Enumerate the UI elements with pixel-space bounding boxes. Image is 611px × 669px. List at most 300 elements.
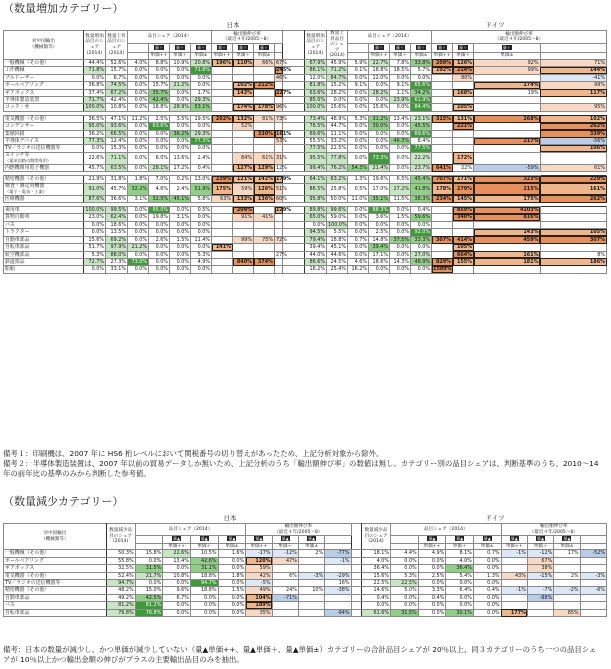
row-label-text: 精密機器（その他） [5,176,50,183]
jp-value: 6.0% [149,152,170,164]
tag-header [540,44,606,52]
de-value: 22.2% [411,152,432,164]
de-value [432,244,453,251]
jp-value [254,67,275,74]
jp-value: 18.8% [190,587,218,594]
de-value [540,97,606,104]
jp-value: 62.4% [106,214,128,221]
table-row [4,214,607,221]
jp-value: 204% [233,207,254,214]
jp-value: 126% [254,183,275,195]
jp-value: 0.0% [170,74,191,81]
tag-header [233,44,254,52]
de-value: 59.0% [327,214,348,221]
jp-value: 6.7% [163,594,191,601]
jp-value: 63% [212,195,233,202]
jp-value: 0.0% [84,229,106,236]
tag-label: 量＋ [239,44,248,50]
jp-value: -1% [325,557,351,564]
table-row [4,145,607,152]
de-value: 217% [474,138,540,145]
jp-value: 0.4% [191,164,212,171]
de-value [474,104,540,111]
de-value: 39.4% [305,244,327,251]
jp-value: 23.0% [84,214,106,221]
jp-value [272,609,298,616]
de-value: 23.9% [390,97,411,104]
sub-header: 単価± [218,543,246,550]
de-value: 175% [474,195,540,202]
jp-value: 0.0% [128,229,149,236]
tag-header [473,536,501,544]
de-value: 95% [540,104,606,111]
row-label-text: ブルドーザー [5,74,35,81]
row-label-text: 貨物自動車 [5,214,30,221]
top-country-de: ドイツ [485,21,505,29]
sub-header: 単価＋ [446,543,474,550]
jp-value [275,214,283,221]
de-value: 85% [554,609,580,616]
tag-header [418,536,446,544]
column-gap [351,565,362,572]
jp-value: 0.0% [170,207,191,214]
table-row [4,89,607,96]
tag-label: 量＋ [260,44,269,50]
de-value: 168% [453,89,474,96]
de-value: 18.6% [369,258,390,265]
de-value [432,229,453,236]
table-row [4,609,607,616]
jp-value [275,97,283,104]
header-row [4,524,607,536]
jp-value: 0.0% [149,229,170,236]
jp-value: 2.5% [149,115,170,122]
sub-header [391,543,419,550]
jp-value: 0.0% [163,602,191,609]
jp-value: 10.9% [170,59,191,66]
de-value: 106% [540,145,606,152]
tag-label: 量▲ [307,536,316,542]
de-value: -12% [527,550,553,557]
jp-value [212,97,233,104]
de-value: 30.0% [369,123,390,130]
de-growth-header [432,31,607,44]
jp-value: 6.7% [106,74,128,81]
de-value [474,221,540,228]
jp-value: 0.0% [128,214,149,221]
de-growth-sub: （最近４年/2005〜8） [494,37,544,43]
jp-value: 15.7% [149,82,170,89]
de-value: 0.0% [473,565,501,572]
jp-value: 0.0% [128,266,149,273]
sub-header [580,543,606,550]
de-value: 45.9% [327,59,348,66]
de-value: 0.0% [473,580,501,587]
jp-value: 42% [246,572,272,579]
jp-value: 72.7% [84,258,106,265]
jp-value: 71.1% [106,152,128,164]
tag-label: 量＋ [176,44,184,50]
column-gap [283,97,305,104]
item-header: 対中国輸出 （機械類等） [4,524,107,550]
jp-value [233,229,254,236]
tag-header [149,44,170,52]
jp-value: 0.0% [190,609,218,616]
jp-value: -17% [246,550,272,557]
jp-value: 91% [233,214,254,221]
de-value [432,89,453,96]
jp-value [254,244,275,251]
jp-value [275,229,283,236]
jp-value: 46% [276,74,287,81]
row-label [4,195,84,202]
de-value: 18.5% [390,67,411,74]
jp-value: 0.0% [190,594,218,601]
de-value [453,229,474,236]
jp-value: 42.4% [106,97,128,104]
table-row [4,130,607,137]
jp-value: 0.0% [128,207,149,214]
de-value: 61.9% [411,97,432,104]
jp-value: 35.7% [149,89,170,96]
jp-value: 0.0% [135,580,163,587]
de-value: 84.7% [327,74,348,81]
jp-value: 0.0% [128,251,149,258]
jp-value: 0.0% [128,67,149,74]
jp-value: 129% [276,207,292,214]
jp-value: 52.6% [106,59,128,66]
jp-value: 10.5% [190,550,218,557]
de-value: 0.0% [369,266,390,273]
de-value: 7.8% [390,59,411,66]
de-value: 6.5% [390,176,411,183]
table-row [4,550,607,557]
sub-header: 単価＋ [272,543,298,550]
jp-value: 95.0% [149,207,170,214]
de-value: 28.2% [327,89,348,96]
jp-value: 1.8% [218,572,246,579]
jp-value: 91.0% [84,183,106,195]
jp-value: 15.8% [135,550,163,557]
jp-value [254,138,275,145]
de-value: 664% [453,251,474,258]
jp-value: 0.0% [170,229,191,236]
jp-value [233,67,254,74]
sub-header [128,52,149,59]
row-label-text: 乗用車 [5,207,20,214]
jp-value: 21.2% [128,244,149,251]
de-value: 0.7% [473,550,501,557]
jp-value: 0.0% [149,138,170,145]
sub-header [325,543,351,550]
de-value: 0.7% [348,236,369,243]
jp-value: 77.3% [84,138,106,145]
de-value: 0.0% [348,74,369,81]
de-value [432,82,453,89]
de-value: 81.8% [305,82,327,89]
sub-header: 単価++ [246,543,272,550]
de-value: 94.5% [305,229,327,236]
de-value: 89.8% [305,207,327,214]
de-value: -88% [527,594,553,601]
de-value: 46.3% [390,138,411,145]
jp-value: 0.0% [218,565,246,572]
de-value: 0.0% [446,602,474,609]
column-gap [283,145,305,152]
jp-value: 2% [298,550,324,557]
jp-value: 133% [233,195,254,202]
header-row [4,31,607,44]
de-value: 5.3% [348,115,369,122]
de-value: 859% [453,207,474,214]
row-label-text: 工作機械 [5,67,25,74]
de-value: 65.6% [411,82,432,89]
row-label: 自動車部品 [4,594,107,601]
sub-header: 単価++ [163,543,191,550]
jp-value: 22.6% [163,550,191,557]
de-value: 172% [453,152,474,164]
de-value: 0.0% [390,145,411,152]
de-value: 0.0% [390,74,411,81]
jp-value: 17.2% [170,164,191,171]
jp-value: 11.4% [191,236,212,243]
de-value: 86.5% [305,183,327,195]
jp-value: 96% [276,104,287,111]
de-value: 234% [432,195,453,202]
de-value: 14.6% [362,587,391,594]
jp-value: 0.0% [191,244,212,251]
tag-header [190,536,218,544]
jp-value: 15.6% [84,236,106,243]
de-value: 5.0% [391,587,419,594]
tag-label: 量▲ [510,536,518,542]
de-value: 0.0% [369,82,390,89]
sub-header: 単価± [298,543,324,550]
de-value: 12.0% [305,74,327,81]
de-value: 307% [540,236,606,243]
row-label-text: 一般機械（その他） [5,59,50,66]
jp-value: 51% [275,183,283,195]
jp-value: -3% [298,572,324,579]
top-section-title: （数量増加カテゴリー） [3,2,124,15]
jp-value [325,565,351,572]
jp-value [254,207,275,214]
de-value [453,138,474,145]
de-value: 0.0% [348,152,369,164]
jp-value: 44.4% [84,59,106,66]
sub-header [135,543,163,550]
de-value: 0.0% [418,580,446,587]
jp-value: 1.5% [170,236,191,243]
table-row [4,207,607,214]
table-row [4,236,607,243]
tag-header [411,44,432,52]
row-label [4,130,84,137]
jp-value: 136% [254,195,275,202]
row-label [4,236,84,243]
de-value [432,207,453,214]
de-value: 15.6% [327,104,348,111]
de-value: 5.7% [411,67,432,74]
de-value: 14.3% [390,258,411,265]
de-value: 143% [474,229,540,236]
de-value: 0.0% [348,123,369,130]
de-value: 55.5% [305,138,327,145]
de-value: 0.0% [391,565,419,572]
de-value: 0.0% [446,594,474,601]
jp-value: 93.6% [106,123,128,130]
jp-growth-title: 輸出額伸び率 [233,31,261,37]
de-value: 76.2% [327,164,348,171]
de-value: 27.0% [411,251,432,258]
jp-value: 12.4% [106,138,128,145]
jp-value: 71.8% [84,67,106,74]
jp-value: 36.8% [84,82,106,89]
de-value: 0.4% [411,207,432,214]
table-row [4,587,607,594]
de-value: -2% [554,587,580,594]
sub-header: 単価++ [501,543,527,550]
tag-label: 量＋ [197,44,205,50]
jp-value: 59% [246,565,272,572]
item-header: 対中国輸出 （機械類等） [4,31,84,60]
jp-value: 94.7% [106,580,135,587]
de-value: 0.0% [391,602,419,609]
table-row [4,221,607,228]
top-note-1: 備考１：印刷機は、2007 年に HS6 桁レベルにおいて関税番号の切り替えがあったため、上記分析対象から除外。 [3,449,384,458]
jp-value: 0.0% [149,67,170,74]
de-value: 171% [453,176,474,183]
row-label: 自転車部品 [4,609,107,616]
de-value [580,565,606,572]
de-value: 25.4% [327,266,348,273]
de-value: -1% [501,550,527,557]
de-value: 215% [474,183,540,195]
row-label-text: 集積回路 [5,130,25,137]
row-label [4,152,84,164]
jp-value: 31.8% [106,176,128,183]
jp-value: -12% [272,550,298,557]
sub-header: 単価± [473,543,501,550]
de-value: 0.0% [390,229,411,236]
jp-value: 142% [254,176,275,183]
row-label-text: コック・弁 [5,104,30,111]
jp-value [233,251,254,258]
jp-value: 11.2% [128,115,149,122]
table-row [4,104,607,111]
row-label [4,214,84,221]
jp-value [212,214,233,221]
jp-value: 29.3% [191,97,212,104]
tag-label: 量＋ [218,44,227,50]
column-gap [283,214,305,221]
jp-value: 1.7% [191,89,212,96]
de-value [453,266,474,273]
de-value: 0.0% [327,97,348,104]
de-value: 102% [540,115,606,122]
de-value: 229% [540,176,606,183]
de-value: 54.3% [348,164,369,171]
tag-header [135,536,163,544]
de-value: 0.0% [348,229,369,236]
tag-header [474,44,540,52]
de-value: 707% [432,176,453,183]
de-value [453,97,474,104]
jp-value: 0.0% [170,221,191,228]
de-value [432,97,453,104]
de-value: 0.0% [390,221,411,228]
jp-value [254,89,275,96]
de-value: 30.1% [446,609,474,616]
row-label [4,244,84,251]
jp-value: 42.4% [149,97,170,104]
jp-value: 0.0% [218,609,246,616]
table-row [4,123,607,130]
de-value: 9.1% [390,82,411,89]
de-value: 0.0% [369,130,390,137]
de-value: 79.4% [305,236,327,243]
jp-value: 21.7% [135,572,163,579]
de-value: 1.5% [390,214,411,221]
de-value: 44.0% [305,251,327,258]
de-value: 95.8% [305,195,327,202]
de-value: 9.1% [348,82,369,89]
de-value: 323% [474,176,540,183]
tag-header [432,44,453,52]
de-value: 86.1% [305,67,327,74]
de-value: 45.4% [411,176,432,183]
row-label [4,82,84,89]
jp-share-header: 数量増加品目のシェア(2014) [84,31,106,60]
jp-value: 7.0% [149,176,170,183]
column-gap [283,258,305,265]
row-label [4,89,84,96]
jp-value: 95.0% [84,123,106,130]
row-label-text: 鉄道部品 [5,258,25,265]
jp-growth-sub: （最近４年/2005〜8） [274,529,323,535]
jp-value [254,221,275,228]
jp-value: 0.0% [149,251,170,258]
column-gap [351,587,362,594]
jp-value: 97.9% [106,244,128,251]
jp-value: 45.1% [170,195,191,202]
jp-value: 63.6% [149,123,170,130]
row-label-text: ボールベアリング [5,82,44,89]
column-gap [351,524,362,550]
sub-header: 単価＋ [190,543,218,550]
de-value: 38% [527,565,553,572]
jp-value [254,97,275,104]
table-row [4,244,607,251]
jp-value [233,74,254,81]
de-value: 0.0% [390,164,411,171]
jp-value: 0.0% [191,214,212,221]
sub-header: 単価＋ [390,52,411,59]
de-value: 18.8% [327,236,348,243]
jp-value: 10.8% [106,104,128,111]
de-value: 100.0% [328,221,347,228]
row-label [4,104,84,111]
jp-value: 0.0% [190,602,218,609]
de-value: 6.4% [446,587,474,594]
de-value: 0.4% [473,587,501,594]
tag-header [501,536,527,544]
jp-value: 161% [276,130,292,137]
de-value [554,565,580,572]
jp-value: 212% [254,82,275,89]
jp-value: 42.5% [135,594,163,601]
row-label: 精密機器（その他） [4,587,107,594]
